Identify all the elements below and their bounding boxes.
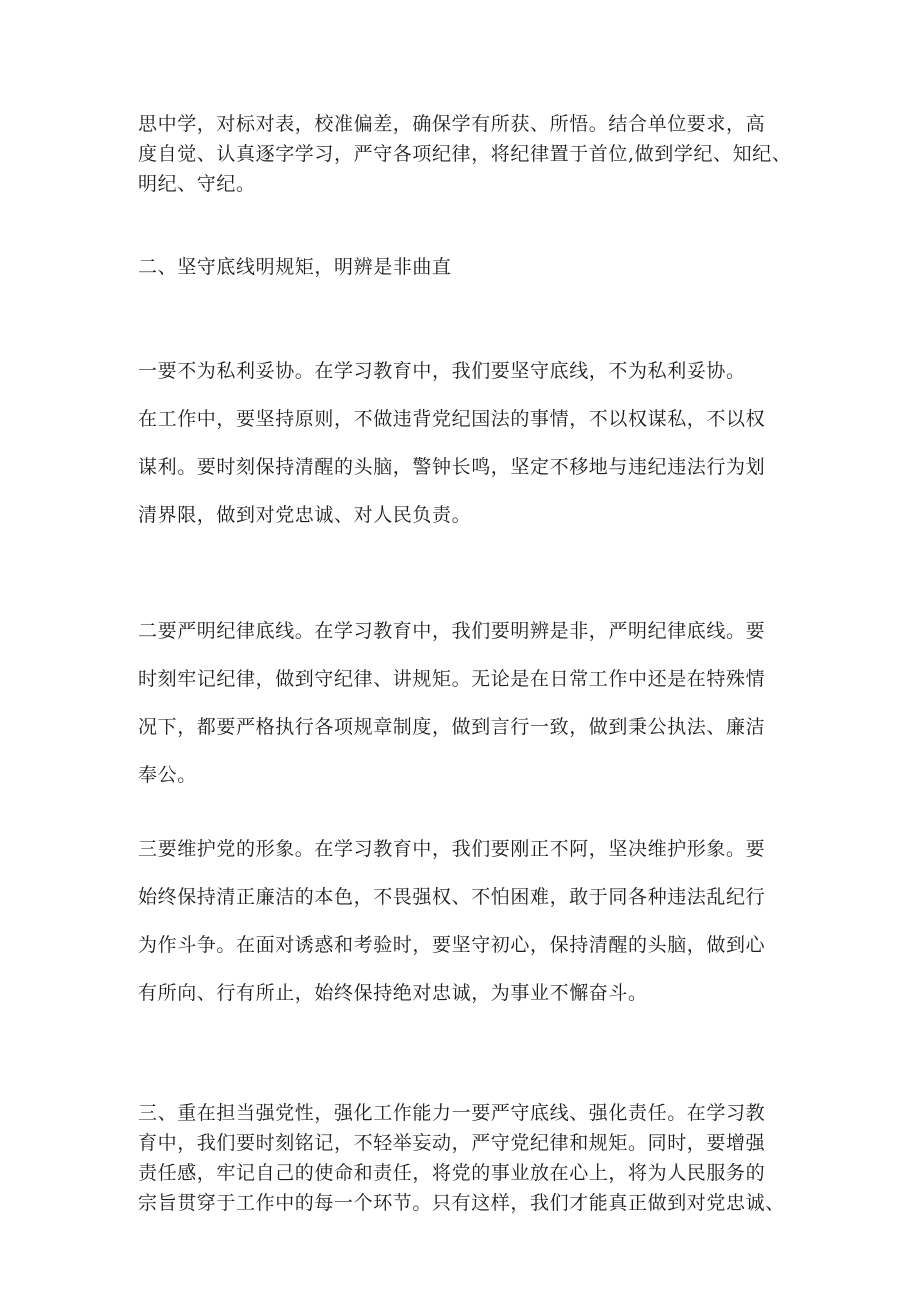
- text-line: 一要不为私利妥协。在学习教育中，我们要坚守底线，不为私利妥协。: [138, 360, 746, 382]
- text-line: 三、重在担当强党性，强化工作能力一要严守底线、强化责任。在学习教: [138, 1102, 766, 1124]
- text-line: 育中，我们要时刻铭记，不轻举妄动，严守党纪律和规矩。同时，要增强: [138, 1132, 766, 1154]
- text-line: 有所向、行有所止，始终保持绝对忠诚，为事业不懈奋斗。: [138, 982, 648, 1004]
- section-heading-2: [138, 252, 788, 282]
- paragraph-study-discipline: [138, 109, 792, 199]
- paragraph-section-3: [138, 1098, 788, 1218]
- text-line: 在工作中，要坚持原则，不做违背党纪国法的事情，不以权谋私，不以权: [138, 408, 766, 430]
- text-line: 况下，都要严格执行各项规章制度，做到言行一致，做到秉公执法、廉洁: [138, 716, 766, 738]
- text-line: 为作斗争。在面对诱惑和考验时，要坚守初心，保持清醒的头脑，做到心: [138, 934, 766, 956]
- paragraph-no-compromise: [138, 347, 788, 539]
- paragraph-discipline-bottomline: [138, 607, 788, 799]
- text-line: 明纪、守纪。: [138, 173, 256, 195]
- text-line: 三要维护党的形象。在学习教育中，我们要刚正不阿，坚决维护形象。要: [138, 838, 766, 860]
- text-line: 始终保持清正廉洁的本色，不畏强权、不怕困难，敢于同各种违法乱纪行: [138, 886, 766, 908]
- text-line: 思中学，对标对表，校准偏差，确保学有所获、所悟。结合单位要求，高: [138, 113, 766, 135]
- text-line: 宗旨贯穿于工作中的每一个环节。只有这样，我们才能真正做到对党忠诚、: [138, 1192, 785, 1214]
- paragraph-party-image: [138, 825, 788, 1017]
- text-line: 责任感，牢记自己的使命和责任，将党的事业放在心上，将为人民服务的: [138, 1162, 766, 1184]
- text-line: 时刻牢记纪律，做到守纪律、讲规矩。无论是在日常工作中还是在特殊情: [138, 668, 766, 690]
- text-line: 清界限，做到对党忠诚、对人民负责。: [138, 504, 472, 526]
- text-line: 度自觉、认真逐字学习，严守各项纪律，将纪律置于首位,做到学纪、知纪、: [138, 143, 792, 165]
- heading-text: 二、坚守底线明规矩，明辨是非曲直: [138, 256, 452, 278]
- text-line: 奉公。: [138, 764, 197, 786]
- text-line: 二要严明纪律底线。在学习教育中，我们要明辨是非，严明纪律底线。要: [138, 620, 766, 642]
- text-line: 谋利。要时刻保持清醒的头脑，警钟长鸣，坚定不移地与违纪违法行为划: [138, 456, 766, 478]
